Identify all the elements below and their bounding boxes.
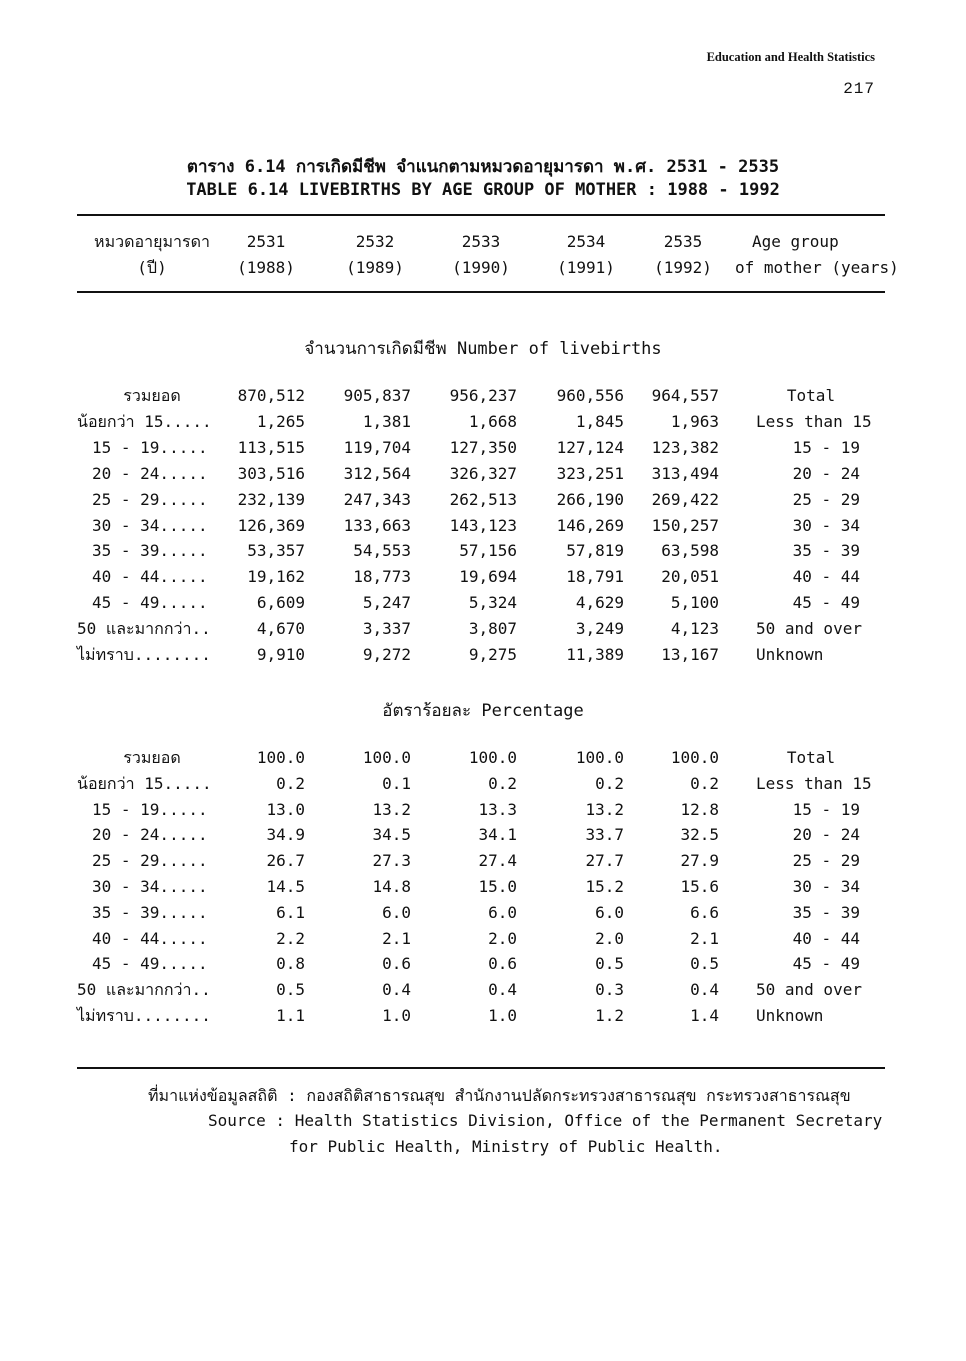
row-label-english: 30 - 34 xyxy=(792,515,860,535)
table-cell-value: 2.0 xyxy=(595,928,624,948)
table-cell-value: 34.5 xyxy=(372,825,411,845)
table-cell-value: 2.0 xyxy=(488,928,517,948)
table-cell-value: 9,910 xyxy=(256,645,305,664)
table-cell-value: 0.6 xyxy=(382,954,411,974)
table-cell-value: 956,237 xyxy=(449,386,517,405)
table-cell-value: 126,369 xyxy=(237,515,305,535)
table-bottom-rule xyxy=(77,1067,885,1069)
table-cell-value: 13.0 xyxy=(266,799,305,819)
table-cell-value: 18,791 xyxy=(566,567,624,587)
table-top-rule xyxy=(77,214,885,216)
table-cell-value: 964,557 xyxy=(651,386,719,405)
table-cell-value: 0.8 xyxy=(276,954,305,974)
table-cell-value: 1,845 xyxy=(575,411,624,431)
year-header-ce: (1988) xyxy=(237,258,295,277)
table-cell-value: 9,275 xyxy=(468,645,517,664)
table-cell-value: 3,337 xyxy=(362,619,411,639)
row-label-thai: ไม่ทราบ........ xyxy=(77,645,211,664)
row-label-english: 35 - 39 xyxy=(792,902,860,922)
table-cell-value: 57,819 xyxy=(566,541,624,561)
row-label-thai: 35 - 39..... xyxy=(92,541,208,561)
row-label-thai: 15 - 19..... xyxy=(92,799,208,819)
table-cell-value: 6.0 xyxy=(595,902,624,922)
table-cell-value: 13.3 xyxy=(478,799,517,819)
table-cell-value: 9,272 xyxy=(362,645,411,664)
row-label-english: 40 - 44 xyxy=(792,928,860,948)
row-label-thai: 30 - 34..... xyxy=(92,877,208,896)
table-cell-value: 323,251 xyxy=(556,463,624,483)
year-header-be: 2532 xyxy=(355,232,395,251)
table-cell-value: 19,694 xyxy=(459,567,517,587)
table-cell-value: 5,324 xyxy=(468,593,517,613)
table-cell-value: 53,357 xyxy=(247,541,305,561)
row-label-english: 40 - 44 xyxy=(792,567,860,587)
row-label-thai: น้อยกว่า 15..... xyxy=(77,773,212,793)
row-label-english: 45 - 49 xyxy=(792,954,860,974)
row-label-thai: 25 - 29..... xyxy=(92,489,208,509)
row-label-english: Less than 15 xyxy=(756,411,872,431)
table-cell-value: 0.2 xyxy=(276,773,305,793)
table-cell-value: 1,668 xyxy=(468,411,517,431)
row-label-english: Unknown xyxy=(756,645,824,664)
table-cell-value: 0.4 xyxy=(382,980,411,1000)
table-cell-value: 15.0 xyxy=(478,877,517,896)
row-label-thai: 15 - 19..... xyxy=(92,437,208,457)
table-cell-value: 960,556 xyxy=(556,386,624,405)
table-cell-value: 1.0 xyxy=(382,1006,411,1025)
table-cell-value: 1.2 xyxy=(595,1006,624,1025)
row-label-thai: 50 และมากกว่า.. xyxy=(77,619,211,639)
table-cell-value: 150,257 xyxy=(651,515,719,535)
row-label-thai: รวมยอด xyxy=(123,386,181,405)
row-label-english: Total xyxy=(786,386,836,405)
source-thai-label: ที่มาแห่งข้อมูลสถิติ : xyxy=(148,1086,297,1105)
table-cell-value: 100.0 xyxy=(670,748,719,767)
row-label-thai: 40 - 44..... xyxy=(92,928,208,948)
table-cell-value: 1.1 xyxy=(276,1006,305,1025)
row-label-english: 15 - 19 xyxy=(792,437,860,457)
table-cell-value: 19,162 xyxy=(247,567,305,587)
table-cell-value: 1.0 xyxy=(488,1006,517,1025)
section-heading-number-english: Number of livebirths xyxy=(456,339,662,359)
table-cell-value: 313,494 xyxy=(651,463,719,483)
table-cell-value: 232,139 xyxy=(237,489,305,509)
table-cell-value: 34.1 xyxy=(478,825,517,845)
row-label-thai: 35 - 39..... xyxy=(92,902,208,922)
table-cell-value: 4,123 xyxy=(670,619,719,639)
row-label-english: Less than 15 xyxy=(756,773,872,793)
row-label-thai: 25 - 29..... xyxy=(92,851,208,871)
table-cell-value: 133,663 xyxy=(343,515,411,535)
table-cell-value: 27.7 xyxy=(585,851,624,871)
source-thai-text: กองสถิติสาธารณสุข สำนักงานปลัดกระทรวงสาธารณสุข กระทรวงสาธารณสุข xyxy=(306,1086,851,1105)
table-cell-value: 27.4 xyxy=(478,851,517,871)
table-cell-value: 870,512 xyxy=(237,386,305,405)
age-group-header-english-2: of mother (years) xyxy=(735,258,899,277)
table-cell-value: 4,670 xyxy=(256,619,305,639)
year-header-ce: (1989) xyxy=(346,258,404,277)
table-cell-value: 100.0 xyxy=(575,748,624,767)
row-label-english: 20 - 24 xyxy=(792,463,860,483)
table-cell-value: 1,963 xyxy=(670,411,719,431)
table-cell-value: 14.5 xyxy=(266,877,305,896)
row-label-thai: 20 - 24..... xyxy=(92,463,208,483)
table-title-english: TABLE 6.14 LIVEBIRTHS BY AGE GROUP OF MOTHER : 1988 - 1992 xyxy=(186,180,780,200)
section-heading-percentage-thai: อัตราร้อยละ xyxy=(382,701,472,721)
table-cell-value: 6,609 xyxy=(256,593,305,613)
table-cell-value: 11,389 xyxy=(566,645,624,664)
table-cell-value: 3,807 xyxy=(468,619,517,639)
table-cell-value: 6.0 xyxy=(488,902,517,922)
table-cell-value: 0.6 xyxy=(488,954,517,974)
year-header-ce: (1991) xyxy=(557,258,615,277)
table-cell-value: 6.0 xyxy=(382,902,411,922)
table-cell-value: 6.1 xyxy=(276,902,305,922)
row-label-english: 50 and over xyxy=(756,980,862,1000)
table-cell-value: 0.5 xyxy=(276,980,305,1000)
table-cell-value: 262,513 xyxy=(449,489,517,509)
table-cell-value: 146,269 xyxy=(556,515,624,535)
section-heading-number xyxy=(0,335,966,362)
table-cell-value: 127,124 xyxy=(556,437,624,457)
year-header-be: 2533 xyxy=(461,232,501,251)
table-cell-value: 266,190 xyxy=(556,489,624,509)
table-cell-value: 2.2 xyxy=(276,928,305,948)
table-cell-value: 0.4 xyxy=(690,980,719,1000)
table-cell-value: 303,516 xyxy=(237,463,305,483)
table-cell-value: 57,156 xyxy=(459,541,517,561)
row-label-english: 45 - 49 xyxy=(792,593,860,613)
table-cell-value: 0.2 xyxy=(690,773,719,793)
table-cell-value: 13,167 xyxy=(661,645,719,664)
table-cell-value: 3,249 xyxy=(575,619,624,639)
section-heading-percentage-english: Percentage xyxy=(481,701,584,721)
table-cell-value: 0.1 xyxy=(382,773,411,793)
table-cell-value: 326,327 xyxy=(449,463,517,483)
row-label-english: Total xyxy=(786,748,836,767)
row-label-english: 30 - 34 xyxy=(792,877,860,896)
year-header-be: 2531 xyxy=(246,232,286,251)
year-header-be: 2534 xyxy=(566,232,606,251)
table-cell-value: 0.3 xyxy=(595,980,624,1000)
table-cell-value: 32.5 xyxy=(680,825,719,845)
table-cell-value: 6.6 xyxy=(690,902,719,922)
table-cell-value: 63,598 xyxy=(661,541,719,561)
year-header-ce: (1990) xyxy=(452,258,510,277)
row-label-thai: 30 - 34..... xyxy=(92,515,208,535)
table-cell-value: 1,381 xyxy=(362,411,411,431)
row-label-thai: 45 - 49..... xyxy=(92,593,208,613)
table-cell-value: 0.2 xyxy=(488,773,517,793)
table-cell-value: 2.1 xyxy=(382,928,411,948)
table-cell-value: 119,704 xyxy=(343,437,411,457)
table-cell-value: 27.3 xyxy=(372,851,411,871)
table-cell-value: 4,629 xyxy=(575,593,624,613)
table-cell-value: 269,422 xyxy=(651,489,719,509)
section-heading-number-thai: จำนวนการเกิดมีชีพ xyxy=(304,339,447,359)
table-cell-value: 312,564 xyxy=(343,463,411,483)
table-title-thai: ตาราง 6.14 การเกิดมีชีพ จำแนกตามหมวดอายุมารดา พ.ศ. 2531 - 2535 xyxy=(186,157,780,177)
row-label-english: 15 - 19 xyxy=(792,799,860,819)
table-cell-value: 127,350 xyxy=(449,437,517,457)
page-number: 217 xyxy=(843,80,875,98)
table-cell-value: 54,553 xyxy=(353,541,411,561)
age-group-header-english: Age group xyxy=(752,232,839,251)
table-cell-value: 13.2 xyxy=(585,799,624,819)
age-group-header-thai: หมวดอายุมารดา xyxy=(94,232,210,251)
row-label-thai: น้อยกว่า 15..... xyxy=(77,411,212,431)
table-cell-value: 100.0 xyxy=(468,748,517,767)
table-cell-value: 0.4 xyxy=(488,980,517,1000)
row-label-english: 20 - 24 xyxy=(792,825,860,845)
table-cell-value: 15.6 xyxy=(680,877,719,896)
source-line1: Health Statistics Division, Office of the Permanent Secretary xyxy=(294,1111,883,1130)
table-cell-value: 143,123 xyxy=(449,515,517,535)
source-english xyxy=(208,1111,882,1130)
table-cell-value: 0.5 xyxy=(690,954,719,974)
table-cell-value: 1,265 xyxy=(256,411,305,431)
table-cell-value: 100.0 xyxy=(256,748,305,767)
table-cell-value: 18,773 xyxy=(353,567,411,587)
row-label-english: 35 - 39 xyxy=(792,541,860,561)
table-cell-value: 0.2 xyxy=(595,773,624,793)
row-label-english: 25 - 29 xyxy=(792,851,860,871)
year-header-be: 2535 xyxy=(663,232,703,251)
year-header-ce: (1992) xyxy=(654,258,712,277)
table-cell-value: 2.1 xyxy=(690,928,719,948)
table-cell-value: 100.0 xyxy=(362,748,411,767)
table-cell-value: 20,051 xyxy=(661,567,719,587)
table-cell-value: 12.8 xyxy=(680,799,719,819)
source-label: Source : xyxy=(208,1111,286,1130)
table-cell-value: 26.7 xyxy=(266,851,305,871)
table-cell-value: 247,343 xyxy=(343,489,411,509)
table-cell-value: 15.2 xyxy=(585,877,624,896)
row-label-english: 25 - 29 xyxy=(792,489,860,509)
table-cell-value: 33.7 xyxy=(585,825,624,845)
section-heading-percentage xyxy=(0,697,966,724)
row-label-english: Unknown xyxy=(756,1006,824,1025)
table-cell-value: 27.9 xyxy=(680,851,719,871)
row-label-thai: 20 - 24..... xyxy=(92,825,208,845)
table-cell-value: 5,100 xyxy=(670,593,719,613)
table-cell-value: 123,382 xyxy=(651,437,719,457)
row-label-english: 50 and over xyxy=(756,619,862,639)
table-cell-value: 14.8 xyxy=(372,877,411,896)
table-cell-value: 5,247 xyxy=(362,593,411,613)
table-cell-value: 113,515 xyxy=(237,437,305,457)
row-label-thai: ไม่ทราบ........ xyxy=(77,1006,211,1025)
source-thai xyxy=(148,1084,851,1109)
source-line2: for Public Health, Ministry of Public Health. xyxy=(289,1137,723,1156)
table-cell-value: 34.9 xyxy=(266,825,305,845)
row-label-thai: รวมยอด xyxy=(123,748,181,767)
table-cell-value: 13.2 xyxy=(372,799,411,819)
age-group-header-unit: (ปี) xyxy=(137,258,167,277)
row-label-thai: 45 - 49..... xyxy=(92,954,208,974)
row-label-thai: 40 - 44..... xyxy=(92,567,208,587)
table-cell-value: 0.5 xyxy=(595,954,624,974)
table-cell-value: 905,837 xyxy=(343,386,411,405)
table-cell-value: 1.4 xyxy=(690,1006,719,1025)
running-header: Education and Health Statistics xyxy=(706,50,875,64)
header-bottom-rule xyxy=(77,291,885,293)
row-label-thai: 50 และมากกว่า.. xyxy=(77,980,211,1000)
